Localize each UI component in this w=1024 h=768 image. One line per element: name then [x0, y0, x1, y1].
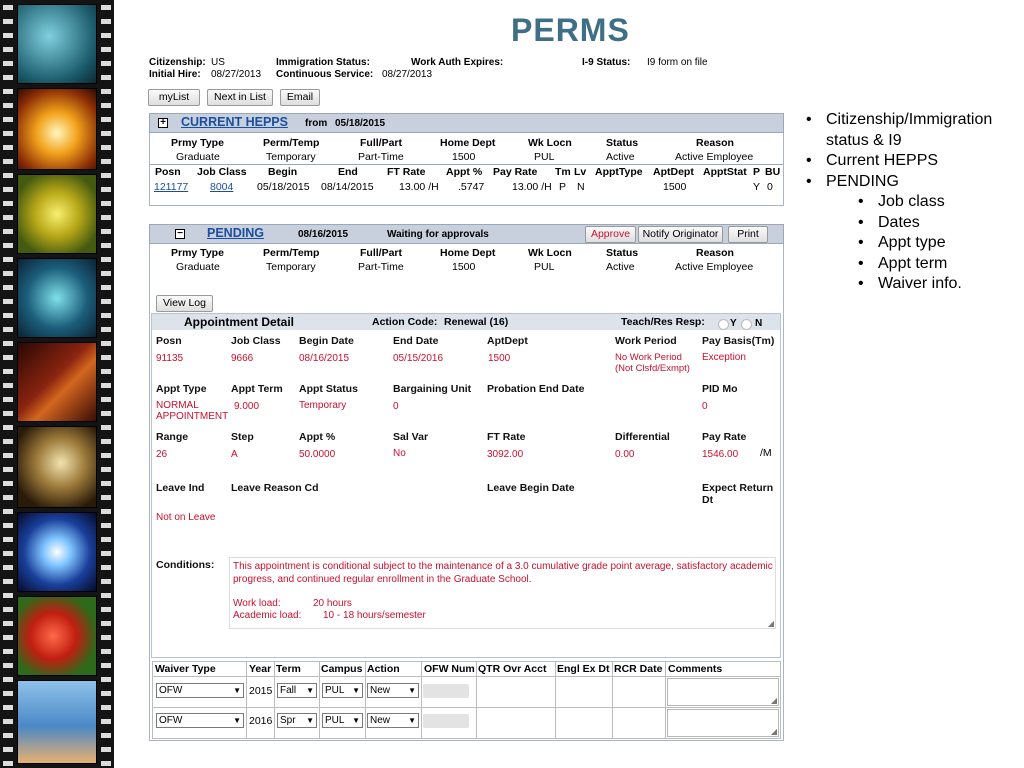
academic-load-value: 10 - 18 hours/semester [323, 610, 426, 621]
teach-res-no-radio[interactable] [741, 319, 752, 330]
waiver-year: 2016 [249, 715, 273, 727]
table-cell: 13.00 /H [512, 181, 552, 193]
workload-label: Work load: [233, 598, 281, 609]
col-header: Posn [155, 166, 181, 178]
expand-icon[interactable]: + [158, 118, 168, 128]
waiver-term-select[interactable]: Fall ▼ [277, 683, 317, 698]
citizenship-value: US [211, 57, 225, 68]
col-divider [365, 661, 366, 739]
col-divider [665, 661, 666, 739]
leave-ind-label: Leave Ind [156, 482, 205, 494]
approve-button[interactable]: Approve [585, 226, 636, 243]
ft-rate-label: FT Rate [487, 431, 526, 443]
table-cell: PUL [534, 261, 555, 273]
appt-pct-value: 50.0000 [299, 449, 336, 460]
table-cell: 1500 [663, 181, 687, 193]
col-divider [246, 661, 247, 739]
col-divider [274, 661, 275, 739]
waiver-action-select[interactable]: New ▼ [367, 683, 419, 698]
col-header: BU [765, 166, 781, 178]
appointment-detail-title: Appointment Detail [184, 315, 294, 329]
col-divider [612, 661, 613, 739]
appt-type-value: NORMAL APPOINTMENT [156, 400, 229, 422]
i9-status-label: I-9 Status: [582, 57, 631, 68]
resize-grip-icon[interactable]: ◢ [767, 619, 774, 628]
film-frame-violin [17, 342, 97, 422]
conditions-label: Conditions: [156, 559, 215, 571]
end-date-label: End Date [393, 335, 439, 347]
resize-grip-icon[interactable]: ◢ [770, 696, 777, 705]
col-header: Wk Locn [528, 247, 572, 259]
academic-load-label: Academic load: [233, 610, 302, 621]
comments-textarea[interactable] [667, 709, 779, 737]
job-class-label: Job Class [231, 335, 281, 347]
leave-reason-label: Leave Reason Cd [231, 482, 319, 494]
workload-value: 20 hours [313, 598, 352, 609]
col-header: Tm [555, 166, 571, 178]
film-frame-flower [17, 174, 97, 254]
dropdown-arrow-icon: ▼ [408, 716, 416, 725]
bullet-item: • PENDING [806, 172, 1021, 193]
table-cell: Temporary [266, 261, 316, 273]
col-header: Wk Locn [528, 137, 572, 149]
table-cell: Y [753, 181, 761, 193]
appt-pct-label: Appt % [299, 431, 336, 443]
sub-bullet-item: • Appt type [806, 233, 1021, 254]
expect-return-label: Expect Return Dt [702, 482, 774, 506]
table-cell: Active [606, 151, 635, 163]
dropdown-arrow-icon: ▼ [352, 686, 360, 695]
table-cell: Active [606, 261, 635, 273]
pending-status: Waiting for approvals [387, 229, 489, 240]
col-header: QTR Ovr Acct [478, 663, 547, 675]
step-label: Step [231, 431, 254, 443]
continuous-service-value: 08/27/2013 [382, 69, 433, 80]
sub-bullet-item: • Dates [806, 213, 1021, 234]
ofw-num-input[interactable] [423, 684, 469, 698]
film-sprocket-holes-right [101, 0, 111, 768]
film-frame-dna [17, 426, 97, 508]
col-header: Appt % [446, 166, 483, 178]
teach-res-yes-radio[interactable] [718, 319, 729, 330]
bullet-item: • Citizenship/Immigration status & I9 [806, 110, 1021, 151]
dropdown-arrow-icon: ▼ [306, 686, 314, 695]
table-cell: Part-Time [358, 151, 404, 163]
action-code-value: Renewal (16) [444, 316, 509, 328]
table-cell: Active Employee [675, 261, 754, 273]
teach-res-yes-label: Y [730, 318, 737, 329]
col-divider [476, 661, 477, 739]
col-header: Prmy Type [171, 137, 224, 149]
table-cell: PUL [534, 151, 555, 163]
divider [150, 164, 783, 165]
pay-basis-label: Pay Basis(Tm) [702, 335, 775, 347]
print-button[interactable]: Print [728, 226, 768, 243]
posn-link[interactable]: 121177 [154, 181, 189, 193]
appt-term-value: 9.000 [234, 401, 260, 412]
pay-basis-value: Exception [702, 352, 746, 363]
col-header: AptDept [653, 166, 694, 178]
col-header: Waiver Type [155, 663, 216, 675]
col-header: Reason [696, 247, 734, 259]
pid-mo-value: 0 [702, 401, 708, 412]
col-header: Reason [696, 137, 734, 149]
comments-textarea[interactable] [667, 678, 779, 706]
work-period-value: No Work Period (Not Clsfd/Exmpt) [615, 352, 690, 374]
immigration-status-label: Immigration Status: [276, 57, 370, 68]
col-header: ApptType [595, 166, 643, 178]
notify-originator-button[interactable]: Notify Originator [638, 226, 723, 243]
waiver-campus-select[interactable]: PUL ▼ [322, 683, 363, 698]
teach-res-label: Teach/Res Resp: [621, 316, 705, 328]
col-header: Begin [268, 166, 298, 178]
leave-ind-value: Not on Leave [156, 512, 216, 523]
col-header: Full/Part [360, 247, 403, 259]
slide-title: PERMS [511, 12, 630, 48]
bullet-item: • Current HEPPS [806, 151, 1021, 172]
film-frame-rose [17, 596, 97, 676]
col-header: Home Dept [440, 137, 496, 149]
conditions-text: This appointment is conditional subject to the maintenance of a 3.0 cumulative grade point average, satisfactory academic progress, and continued regular enrollment in the Graduate School. [233, 561, 773, 585]
ft-rate-value: 3092.00 [487, 449, 524, 460]
from-label: from [305, 118, 328, 129]
apt-dept-value: 1500 [488, 353, 511, 364]
film-strip-decoration [0, 0, 114, 768]
col-header: ApptStat [703, 166, 747, 178]
pay-rate-label: Pay Rate [702, 431, 747, 443]
waiver-year: 2015 [249, 685, 273, 697]
col-header: Year [249, 663, 272, 675]
table-cell: 1500 [452, 261, 476, 273]
citizenship-label: Citizenship: [149, 57, 206, 68]
sub-bullet-item: • Appt term [806, 254, 1021, 275]
table-cell: 05/18/2015 [257, 181, 310, 193]
initial-hire-label: Initial Hire: [149, 69, 201, 80]
waiver-action-select[interactable]: New ▼ [367, 713, 419, 728]
work-auth-label: Work Auth Expires: [411, 57, 504, 68]
table-cell: N [577, 181, 585, 193]
sal-var-value: No [393, 448, 406, 459]
teach-res-no-label: N [755, 318, 763, 329]
col-header: Perm/Temp [263, 247, 320, 259]
film-frame-light [17, 512, 97, 592]
film-frame-airplane [17, 680, 97, 764]
initial-hire-value: 08/27/2013 [211, 69, 262, 80]
pending-date: 08/16/2015 [298, 229, 349, 240]
dropdown-arrow-icon: ▼ [408, 686, 416, 695]
table-cell: Graduate [176, 151, 220, 163]
table-cell: 0 [767, 181, 773, 193]
col-header: Term [276, 663, 301, 675]
work-period-label: Work Period [615, 335, 677, 347]
film-frame-fire [17, 88, 97, 170]
col-header: Full/Part [360, 137, 403, 149]
col-header: Comments [668, 663, 723, 675]
table-cell: Temporary [266, 151, 316, 163]
col-header: OFW Num [424, 663, 475, 675]
dropdown-arrow-icon: ▼ [233, 716, 241, 725]
col-header: Home Dept [440, 247, 496, 259]
conditions-textarea[interactable] [229, 557, 776, 629]
col-header: Lv [574, 166, 587, 178]
waiver-term-select[interactable]: Spr ▼ [277, 713, 317, 728]
film-frame-ocean [17, 4, 97, 84]
begin-date-label: Begin Date [299, 335, 354, 347]
col-header: Engl Ex Dt [557, 663, 610, 675]
email-button[interactable]: Email [280, 89, 320, 106]
col-header: Status [606, 247, 639, 259]
collapse-icon[interactable]: − [175, 229, 185, 239]
continuous-service-label: Continuous Service: [276, 69, 374, 80]
begin-date-value: 08/16/2015 [299, 353, 350, 364]
col-header: Action [367, 663, 400, 675]
col-header: RCR Date [614, 663, 663, 675]
pay-rate-value: 1546.00 [702, 449, 739, 460]
table-cell: Part-Time [358, 261, 404, 273]
col-divider [319, 661, 320, 739]
apt-dept-label: AptDept [487, 335, 528, 347]
table-cell: Active Employee [675, 151, 754, 163]
appt-term-label: Appt Term [231, 383, 283, 395]
sub-bullet-item: • Job class [806, 192, 1021, 213]
col-header: Perm/Temp [263, 137, 320, 149]
film-frame-crystal [17, 258, 97, 338]
next-in-list-button[interactable]: Next in List [207, 89, 273, 106]
appt-type-label: Appt Type [156, 383, 207, 395]
table-cell: P [559, 181, 567, 193]
pay-rate-unit: /M [760, 447, 772, 459]
action-code-label: Action Code: [372, 316, 438, 328]
pid-mo-label: PID Mo [702, 383, 738, 395]
posn-label: Posn [156, 335, 182, 347]
col-header: Pay Rate [493, 166, 538, 178]
current-hepps-link[interactable]: CURRENT HEPPS [181, 115, 288, 129]
waiver-campus-select[interactable]: PUL ▼ [322, 713, 363, 728]
col-header: FT Rate [387, 166, 426, 178]
probation-end-date-label: Probation End Date [487, 383, 585, 395]
film-sprocket-holes-left [3, 0, 13, 768]
posn-value: 91135 [156, 353, 184, 364]
table-cell: 1500 [452, 151, 476, 163]
differential-value: 0.00 [615, 449, 635, 460]
table-cell: .5747 [458, 181, 485, 193]
col-header: Campus [321, 663, 363, 675]
job-class-value: 9666 [231, 353, 254, 364]
leave-begin-date-label: Leave Begin Date [487, 482, 575, 494]
sal-var-label: Sal Var [393, 431, 429, 443]
range-value: 26 [156, 449, 168, 460]
col-header: Prmy Type [171, 247, 224, 259]
job-class-link[interactable]: 8004 [210, 181, 234, 193]
dropdown-arrow-icon: ▼ [233, 686, 241, 695]
mylist-button[interactable]: myList [148, 89, 200, 106]
i9-status-value: I9 form on file [647, 57, 708, 68]
sub-bullet-item: • Waiver info. [806, 274, 1021, 295]
pending-link[interactable]: PENDING [207, 226, 264, 240]
col-header: P [753, 166, 761, 178]
dropdown-arrow-icon: ▼ [306, 716, 314, 725]
ofw-num-input[interactable] [423, 714, 469, 728]
differential-label: Differential [615, 431, 670, 443]
bullet-notes [806, 110, 1021, 295]
view-log-button[interactable]: View Log [156, 295, 213, 312]
bargaining-unit-label: Bargaining Unit [393, 383, 472, 395]
col-divider [421, 661, 422, 739]
col-header: Status [606, 137, 639, 149]
table-cell: Graduate [176, 261, 220, 273]
bargaining-unit-value: 0 [393, 401, 399, 412]
col-header: End [338, 166, 358, 178]
table-cell: 13.00 /H [399, 181, 439, 193]
appt-status-value: Temporary [299, 400, 347, 411]
col-header: Job Class [197, 166, 247, 178]
dropdown-arrow-icon: ▼ [352, 716, 360, 725]
col-divider [555, 661, 556, 739]
appt-status-label: Appt Status [299, 383, 358, 395]
waiver-type-select[interactable]: OFW ▼ [156, 713, 244, 728]
table-cell: 08/14/2015 [321, 181, 374, 193]
step-value: A [231, 449, 238, 460]
resize-grip-icon[interactable]: ◢ [770, 727, 777, 736]
waiver-type-select[interactable]: OFW ▼ [156, 683, 244, 698]
from-date: 05/18/2015 [335, 118, 386, 129]
range-label: Range [156, 431, 189, 443]
end-date-value: 05/15/2016 [393, 353, 444, 364]
